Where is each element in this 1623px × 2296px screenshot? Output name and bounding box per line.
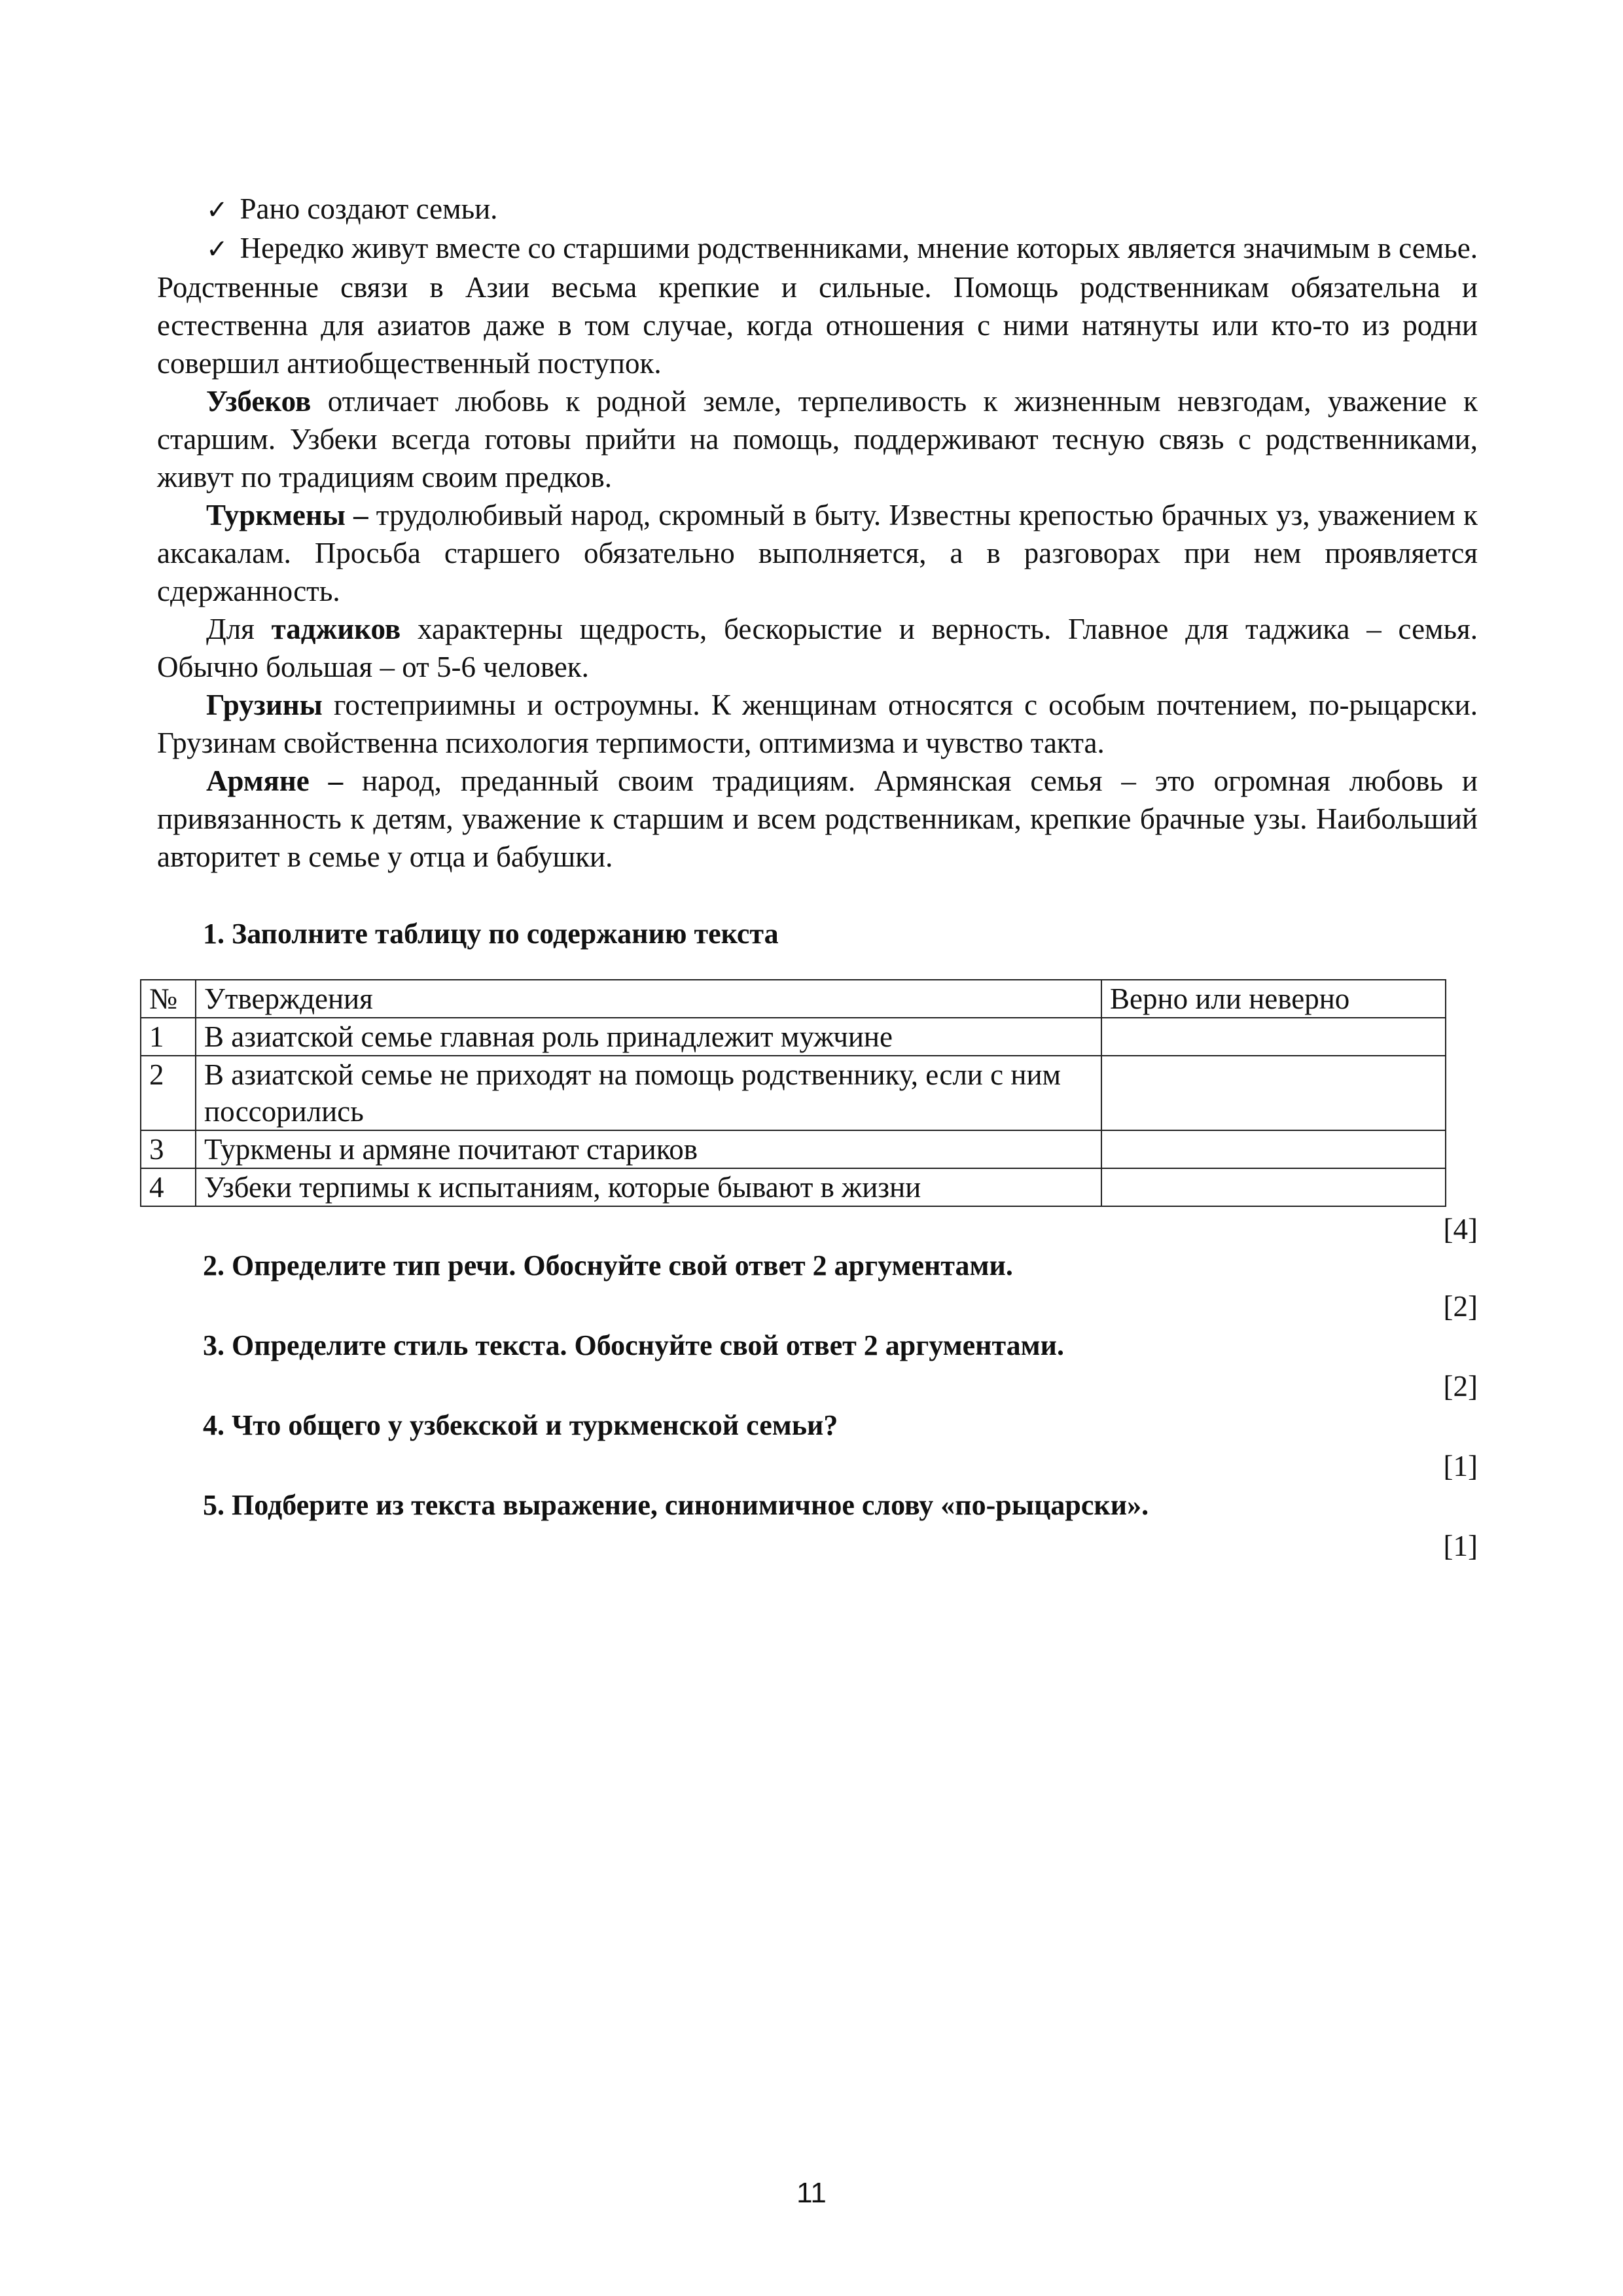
- checkmark-icon: ✓: [206, 234, 228, 264]
- page-number: 11: [796, 2177, 827, 2209]
- answer-cell[interactable]: [1101, 1056, 1446, 1130]
- paragraph-armenians: [157, 762, 1478, 876]
- table-row: [141, 1168, 1446, 1206]
- paragraph-turkmens: [157, 496, 1478, 610]
- term-georgians: Грузины: [206, 689, 323, 721]
- task-1-score: [4]: [1443, 1213, 1478, 1246]
- table-row: [141, 1018, 1446, 1056]
- row-statement: В азиатской семье не приходят на помощь родственнику, если с ним поссорились: [196, 1056, 1101, 1130]
- paragraph-georgians: [157, 686, 1478, 762]
- row-statement: В азиатской семье главная роль принадлежит мужчине: [196, 1018, 1101, 1056]
- answer-cell[interactable]: [1101, 1130, 1446, 1168]
- paragraph-text: характерны щедрость, бескорыстие и верность. Главное для таджика – семья. Обычно большая – от 5-6 человек.: [157, 613, 1478, 683]
- header-true-false: Верно или неверно: [1101, 980, 1446, 1018]
- paragraph-text: гостеприимны и остроумны. К женщинам относятся с особым почтением, по-рыцарски. Грузинам свойственна психология терпимости, оптимизма и чувство такта.: [157, 689, 1478, 759]
- bullet-text: Рано создают семьи.: [240, 192, 498, 225]
- table-header-row: [141, 980, 1446, 1018]
- bullet-item-2: [157, 229, 1478, 382]
- question-3: 3. Определите стиль текста. Обоснуйте свой ответ 2 аргументами.: [203, 1329, 1064, 1361]
- bullet-text: Нередко живут вместе со старшими родственниками, мнение которых является значимым в семье. Родственные связи в Азии весьма крепкие и сильные. Помощь родственникам обязательна и естественна для азиатов даже в том случае, когда отношения с ними натянуты или кто-то из родни совершил антиобщественный поступок.: [157, 232, 1478, 380]
- table-row: [141, 1130, 1446, 1168]
- question-2: 2. Определите тип речи. Обоснуйте свой ответ 2 аргументами.: [203, 1249, 1013, 1282]
- paragraph-tajiks: [157, 610, 1478, 686]
- term-tajiks: таджиков: [271, 613, 401, 645]
- paragraph-text: отличает любовь к родной земле, терпеливость к жизненным невзгодам, уважение к старшим. Узбеки всегда готовы прийти на помощь, поддерживают тесную связь с родственниками, живут по традициям своим предков.: [157, 385, 1478, 493]
- task-1-title: 1. Заполните таблицу по содержанию текста: [203, 918, 779, 950]
- paragraph-uzbeks: [157, 382, 1478, 496]
- term-turkmens: Туркмены –: [206, 499, 368, 531]
- bullet-item-1: [157, 190, 1478, 229]
- row-number: 2: [141, 1056, 196, 1130]
- question-2-score: [2]: [1443, 1290, 1478, 1323]
- row-statement: Туркмены и армяне почитают стариков: [196, 1130, 1101, 1168]
- answer-cell[interactable]: [1101, 1018, 1446, 1056]
- page-content: [149, 190, 1478, 1564]
- header-statements: Утверждения: [196, 980, 1101, 1018]
- paragraph-text: Для: [206, 613, 272, 645]
- question-3-score: [2]: [1443, 1370, 1478, 1403]
- row-statement: Узбеки терпимы к испытаниям, которые бывают в жизни: [196, 1168, 1101, 1206]
- table-row: [141, 1056, 1446, 1130]
- row-number: 3: [141, 1130, 196, 1168]
- question-5-score: [1]: [1443, 1530, 1478, 1562]
- question-4-score: [1]: [1443, 1450, 1478, 1482]
- row-number: 4: [141, 1168, 196, 1206]
- answer-cell[interactable]: [1101, 1168, 1446, 1206]
- question-4: 4. Что общего у узбекской и туркменской семьи?: [203, 1409, 838, 1441]
- header-number: №: [141, 980, 196, 1018]
- term-armenians: Армяне –: [206, 764, 344, 797]
- question-5: 5. Подберите из текста выражение, синонимичное слову «по-рыцарски».: [203, 1489, 1149, 1521]
- row-number: 1: [141, 1018, 196, 1056]
- paragraph-text: народ, преданный своим традициям. Армянская семья – это огромная любовь и привязанность к детям, уважение к старшим и всем родственникам, крепкие брачные узы. Наибольший авторитет в семье у отца и бабушки.: [157, 764, 1478, 873]
- term-uzbeks: Узбеков: [206, 385, 312, 418]
- statements-table: [140, 979, 1446, 1207]
- paragraph-text: трудолюбивый народ, скромный в быту. Известны крепостью брачных уз, уважением к аксакалам. Просьба старшего обязательно выполняется, а в разговорах при нем проявляется сдержанность.: [157, 499, 1478, 607]
- checkmark-icon: ✓: [206, 195, 228, 225]
